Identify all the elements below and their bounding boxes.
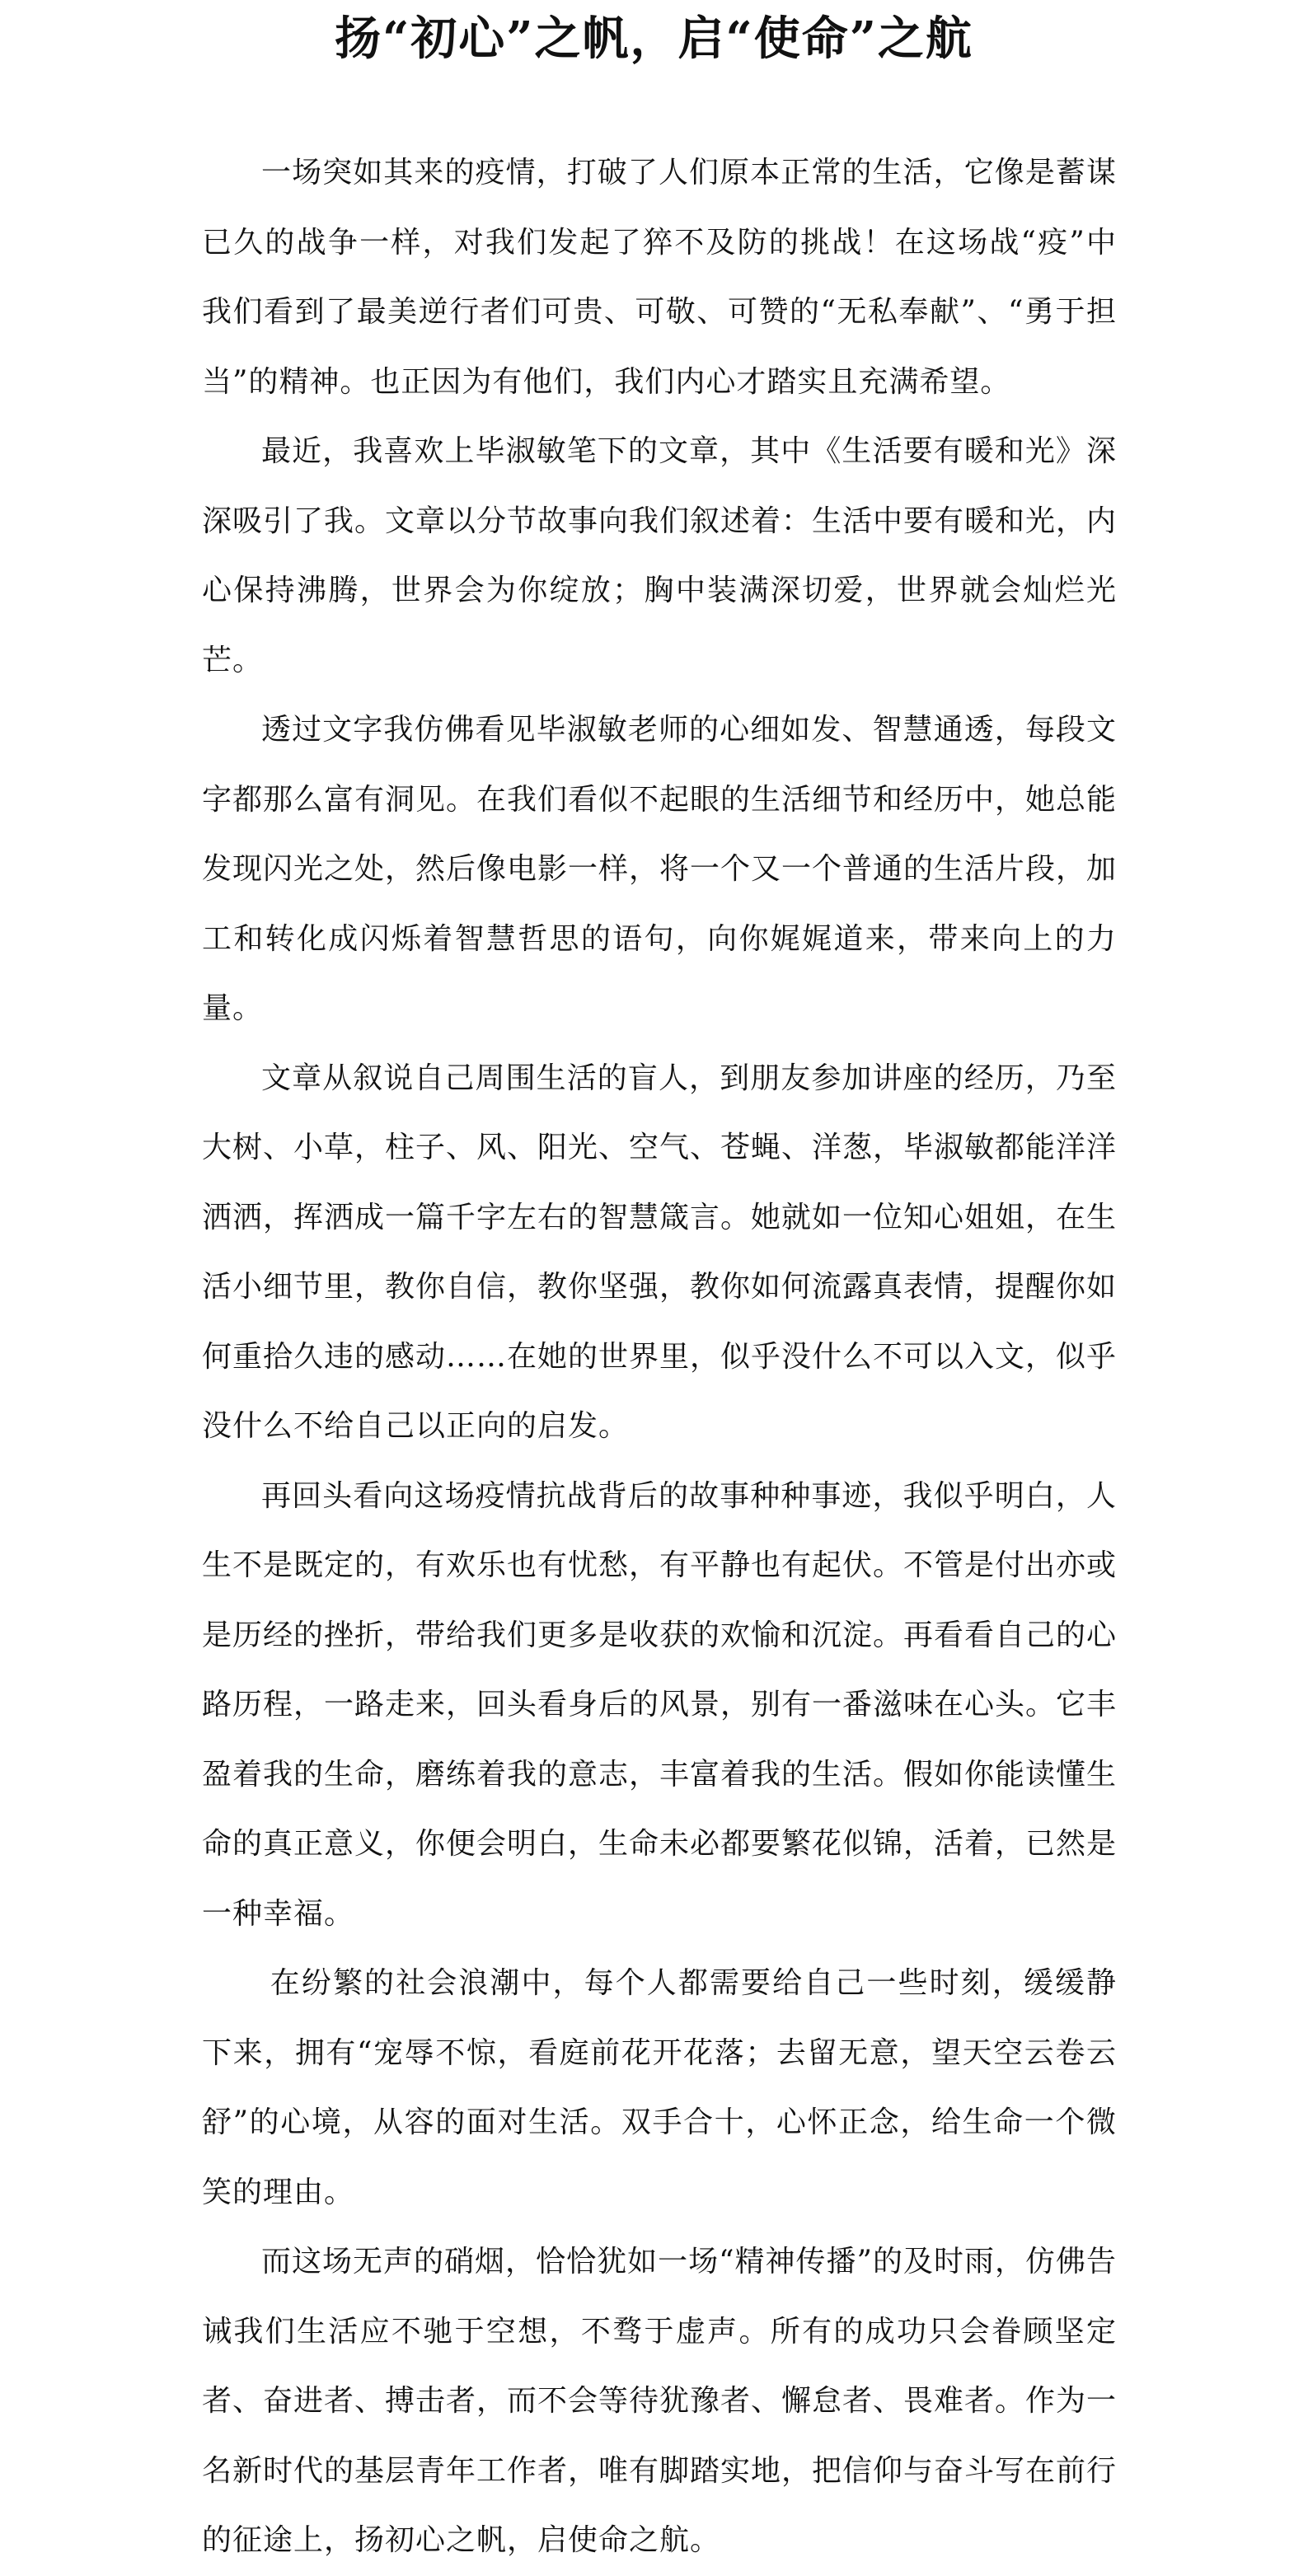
- paragraph-3: 透过文字我仿佛看见毕淑敏老师的心细如发、智慧通透，每段文字都那么富有洞见。在我们看似不起眼的生活细节和经历中，她总能发现闪光之处，然后像电影一样，将一个又一个普通的生活片段，加工和转化成闪烁着智慧哲思的语句，向你娓娓道来，带来向上的力量。: [202, 713, 1118, 1025]
- document-body: [202, 138, 1117, 2576]
- paragraph-7: 而这场无声的硝烟，恰恰犹如一场“精神传播”的及时雨，仿佛告诫我们生活应不驰于空想，不骛于虚声。所有的成功只会眷顾坚定者、奋进者、搏击者，而不会等待犹豫者、懈怠者、畏难者。作为一名新时代的基层青年工作者，唯有脚踏实地，把信仰与奋斗写在前行的征途上，扬初心之帆，启使命之航。: [202, 2245, 1118, 2557]
- paragraph-2: 最近，我喜欢上毕淑敏笔下的文章，其中《生活要有暖和光》深深吸引了我。文章以分节故事向我们叙述着：生活中要有暖和光，内心保持沸腾，世界会为你绽放；胸中装满深切爱，世界就会灿烂光芒。: [202, 434, 1118, 677]
- paragraph-6: 在纷繁的社会浪潮中，每个人都需要给自己一些时刻，缓缓静下来，拥有“宠辱不惊，看庭前花开花落；去留无意，望天空云卷云舒”的心境，从容的面对生活。双手合十，心怀正念，给生命一个微笑的理由。: [202, 1966, 1117, 2209]
- paragraph-5: 再回头看向这场疫情抗战背后的故事种种事迹，我似乎明白，人生不是既定的，有欢乐也有忧愁，有平静也有起伏。不管是付出亦或是历经的挫折，带给我们更多是收获的欢愉和沉淀。再看看自己的心路历程，一路走来，回头看身后的风景，别有一番滋味在心头。它丰盈着我的生命，磨练着我的意志，丰富着我的生活。假如你能读懂生命的真正意义，你便会明白，生命未必都要繁花似锦，活着，已然是一种幸福。: [202, 1478, 1118, 1931]
- document-title: 扬“初心”之帆，启“使命”之航: [335, 12, 973, 66]
- paragraph-1: 一场突如其来的疫情，打破了人们原本正常的生活，它像是蓄谋已久的战争一样，对我们发起了猝不及防的挑战！在这场战“疫”中我们看到了最美逆行者们可贵、可敬、可赞的“无私奉献”、“勇于担当”的精神。也正因为有他们，我们内心才踏实且充满希望。: [202, 156, 1117, 399]
- paragraph-4: 文章从叙说自己周围生活的盲人，到朋友参加讲座的经历，乃至大树、小草，柱子、风、阳光、空气、苍蝇、洋葱，毕淑敏都能洋洋洒洒，挥洒成一篇千字左右的智慧箴言。她就如一位知心姐姐，在生活小细节里，教你自信，教你坚强，教你如何流露真表情，提醒你如何重拾久违的感动……在她的世界里，似乎没什么不可以入文，似乎没什么不给自己以正向的启发。: [202, 1061, 1118, 1443]
